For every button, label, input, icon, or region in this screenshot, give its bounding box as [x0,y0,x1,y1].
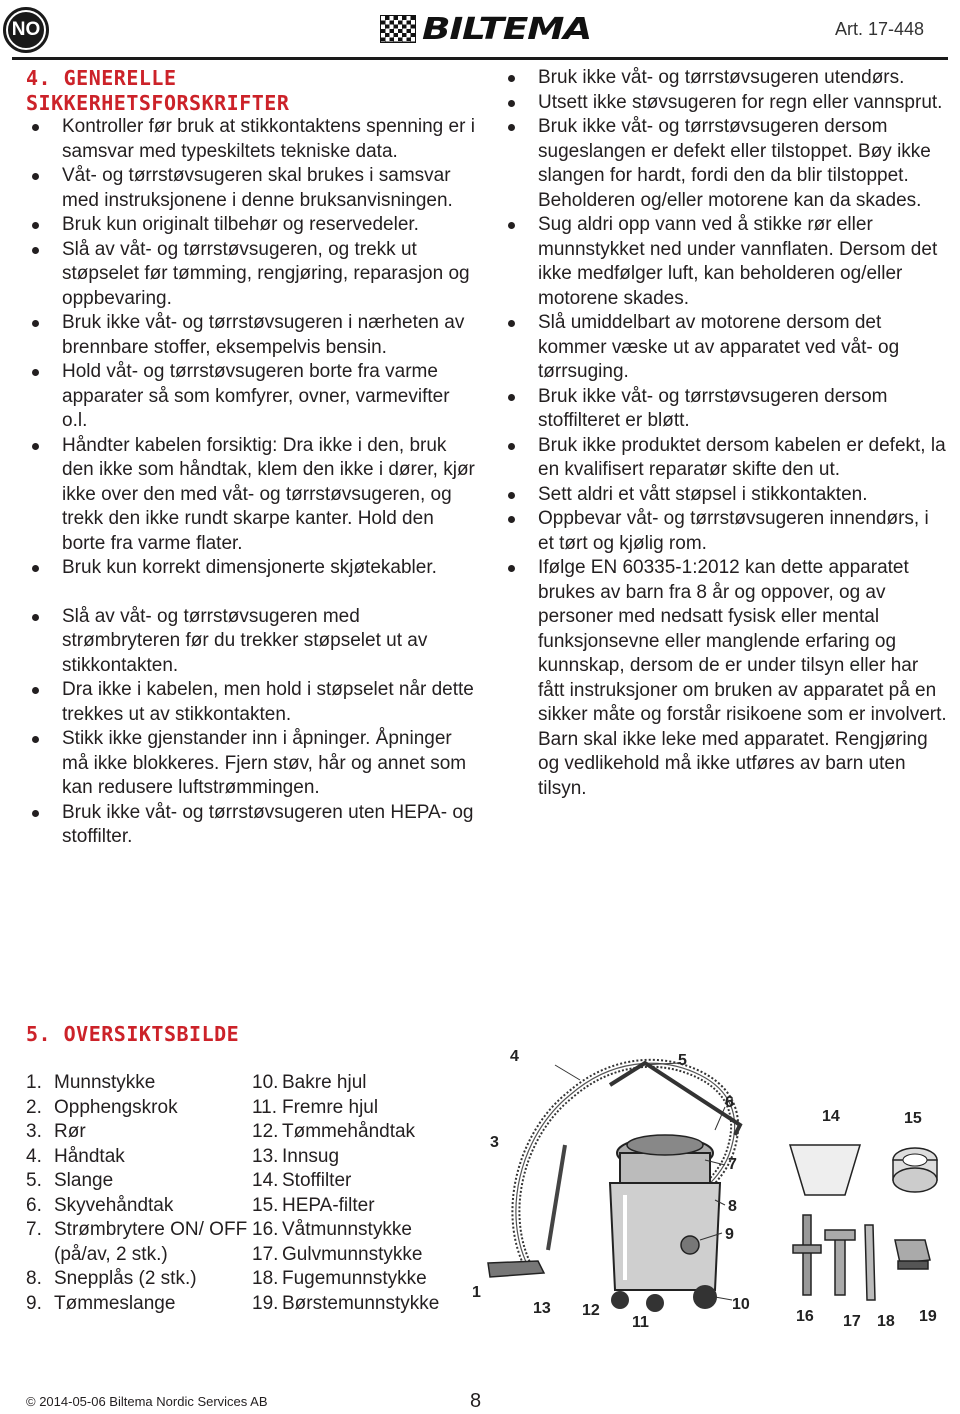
part-item [26,1096,256,1121]
parts-list-10-19 [252,1071,482,1316]
diagram-callout-14: 14 [822,1108,840,1125]
safety-item: Utsett ikke støvsugeren for regn eller vannsprut. [502,91,947,116]
safety-item: Stikk ikke gjenstander inn i åpninger. Åpninger må ikke blokkeres. Fjern støv, hår og annet som kan redusere luftstrømmingen. [26,727,476,801]
part-label: Strømbrytere ON/ OFF (på/av, 2 stk.) [54,1219,248,1265]
diagram-callout-9: 9 [725,1226,734,1243]
part-label: Munnstykke [54,1072,156,1093]
part-number: 13. [252,1145,279,1167]
safety-item: Håndter kabelen forsiktig: Dra ikke i den, bruk den ikke som håndtak, klem den ikke i dører, kjør ikke over den med våt- og tørrstøvsugeren, og trekk den ikke rundt skarpe kanter. Hold den borte fra varme flater. [26,434,476,557]
safety-item: Hold våt- og tørrstøvsugeren borte fra varme apparater så som komfyrer, ovner, varmevifter o.l. [26,360,476,434]
part-number: 4. [26,1145,42,1167]
diagram-callout-12: 12 [582,1302,600,1319]
part-number: 7. [26,1219,42,1240]
diagram-callout-10: 10 [732,1296,750,1313]
safety-list-right [502,66,947,801]
safety-list-left [26,115,476,581]
part-number: 19. [252,1292,279,1314]
section-5-heading: 5. OVERSIKTSBILDE [26,1022,240,1046]
section-4-heading-line1: 4. GENERELLE [26,66,177,90]
safety-item: Oppbevar våt- og tørrstøvsugeren innendørs, i et tørt og kjølig rom. [502,507,947,556]
part-number: 9. [26,1292,42,1314]
article-number: Art. 17-448 [834,19,924,39]
diagram-callout-19: 19 [919,1308,937,1325]
safety-item: Bruk ikke våt- og tørrstøvsugeren dersom sugeslangen er defekt eller tilstoppet. Bøy ikke slangen for hardt, fordi den da blir tilstoppet. Beholderen og/eller motorene kan da skades. [502,115,947,213]
part-label: Skyvehåndtak [54,1194,174,1216]
diagram-callout-15: 15 [904,1110,922,1127]
part-item [252,1145,482,1170]
diagram-callout-4: 4 [510,1048,519,1065]
diagram-callout-8: 8 [728,1198,737,1215]
diagram-callout-13: 13 [533,1300,551,1317]
safety-item: Bruk kun originalt tilbehør og reservedeler. [26,213,476,238]
left-column [26,66,476,850]
part-label: Slange [54,1170,114,1191]
part-label: Rør [54,1121,86,1142]
safety-item: Bruk ikke våt- og tørrstøvsugeren dersom stoffilteret er bløtt. [502,385,947,434]
language-badge [3,7,49,53]
part-label: Snepplås (2 stk.) [54,1268,197,1289]
diagram-callout-7: 7 [728,1156,737,1173]
part-label: Børstemunnstykke [282,1292,440,1314]
safety-item: Slå umiddelbart av motorene dersom det kommer væske ut av apparatet ved våt- og tørrsuging. [502,311,947,385]
part-item [252,1096,482,1121]
header-divider [12,57,948,60]
section-4-heading [26,66,476,115]
language-code: NO [6,10,46,50]
part-item [26,1169,256,1194]
diagram-callout-1: 1 [472,1284,481,1301]
safety-item: Bruk ikke våt- og tørrstøvsugeren uten HEPA- og stoffilter. [26,801,476,850]
part-number: 10. [252,1072,279,1093]
part-item [26,1145,256,1170]
part-number: 18. [252,1268,279,1289]
part-item [252,1292,482,1317]
part-label: Tømmeslange [54,1292,176,1314]
part-item [26,1292,256,1317]
part-number: 2. [26,1096,42,1118]
diagram-callout-6: 6 [725,1094,734,1111]
copyright: © 2014-05-06 Biltema Nordic Services AB [26,1394,268,1409]
part-item [26,1218,256,1267]
page-number: 8 [470,1390,482,1412]
part-number: 3. [26,1121,42,1142]
part-number: 15. [252,1194,279,1216]
part-item [252,1194,482,1219]
safety-item: Bruk ikke produktet dersom kabelen er defekt, la en kvalifisert reparatør skifte den ut. [502,434,947,483]
diagram-callout-18: 18 [877,1313,895,1330]
part-item [252,1071,482,1096]
part-item [26,1120,256,1145]
part-number: 1. [26,1072,42,1093]
part-item [26,1071,256,1096]
part-label: Innsug [282,1145,340,1167]
logo-text: BILTEMA [422,11,592,47]
parts-list-1-9 [26,1071,256,1316]
part-label: Gulvmunnstykke [282,1243,423,1265]
part-number: 14. [252,1170,279,1191]
part-number: 17. [252,1243,279,1265]
part-label: Håndtak [54,1145,125,1167]
part-label: HEPA-filter [282,1194,375,1216]
diagram-callout-5: 5 [678,1052,687,1069]
part-item [252,1218,482,1243]
part-item [26,1194,256,1219]
safety-item: Slå av våt- og tørrstøvsugeren, og trekk ut støpselet før tømming, rengjøring, reparasjon og oppbevaring. [26,238,476,312]
safety-item: Ifølge EN 60335-1:2012 kan dette apparatet brukes av barn fra 8 år og oppover, og av personer med nedsatt fysisk eller mental funksjonsevne eller manglende erfaring og kunnskap, dersom de er under tilsyn eller har fått instruksjoner om bruken av apparatet på en sikker måte og forstår risikoene som er involvert. Barn skal ikke leke med apparatet. Rengjøring og vedlikehold må ikke utføres av barn uten tilsyn. [502,556,947,801]
part-label: Bakre hjul [282,1072,367,1093]
safety-item: Slå av våt- og tørrstøvsugeren med strømbryteren før du trekker støpselet ut av stikkontakten. [26,605,476,679]
diagram-labels [460,1035,950,1345]
part-label: Fremre hjul [282,1096,379,1118]
checkered-flag-icon [380,15,416,43]
part-label: Fugemunnstykke [282,1268,427,1289]
diagram-callout-17: 17 [843,1313,861,1330]
safety-item: Sug aldri opp vann ved å stikke rør eller munnstykket ned under vannflaten. Dersom det ikke medfølger luft, kan beholderen og/eller motorene skades. [502,213,947,311]
safety-list-left-2 [26,605,476,850]
safety-item: Dra ikke i kabelen, men hold i støpselet når dette trekkes ut av stikkontakten. [26,678,476,727]
safety-item: Våt- og tørrstøvsugeren skal brukes i samsvar med instruksjonene i denne bruksanvisningen. [26,164,476,213]
part-number: 11. [252,1096,278,1118]
diagram-callout-3: 3 [490,1134,499,1151]
section-4-heading-line2: SIKKERHETSFORSKRIFTER [26,90,290,115]
part-number: 8. [26,1268,42,1289]
safety-item: Bruk kun korrekt dimensjonerte skjøtekabler. [26,556,476,581]
safety-item: Kontroller før bruk at stikkontaktens spenning er i samsvar med typeskiltets tekniske data. [26,115,476,164]
part-item [252,1120,482,1145]
part-item [252,1169,482,1194]
safety-item: Bruk ikke våt- og tørrstøvsugeren i nærheten av brennbare stoffer, eksempelvis bensin. [26,311,476,360]
part-label: Tømmehåndtak [282,1121,416,1142]
part-number: 5. [26,1170,42,1191]
diagram-callout-16: 16 [796,1308,814,1325]
safety-item: Sett aldri et vått støpsel i stikkontakten. [502,483,947,508]
safety-item: Bruk ikke våt- og tørrstøvsugeren utendørs. [502,66,947,91]
part-label: Stoffilter [282,1170,352,1191]
part-number: 16. [252,1219,279,1240]
biltema-logo [380,11,592,47]
part-item [26,1267,256,1292]
part-item [252,1243,482,1268]
part-number: 6. [26,1194,42,1216]
part-label: Våtmunnstykke [282,1219,412,1240]
part-item [252,1267,482,1292]
part-number: 12. [252,1121,279,1142]
right-column [502,66,947,801]
part-label: Opphengskrok [54,1096,178,1118]
diagram-callout-11: 11 [632,1314,649,1331]
